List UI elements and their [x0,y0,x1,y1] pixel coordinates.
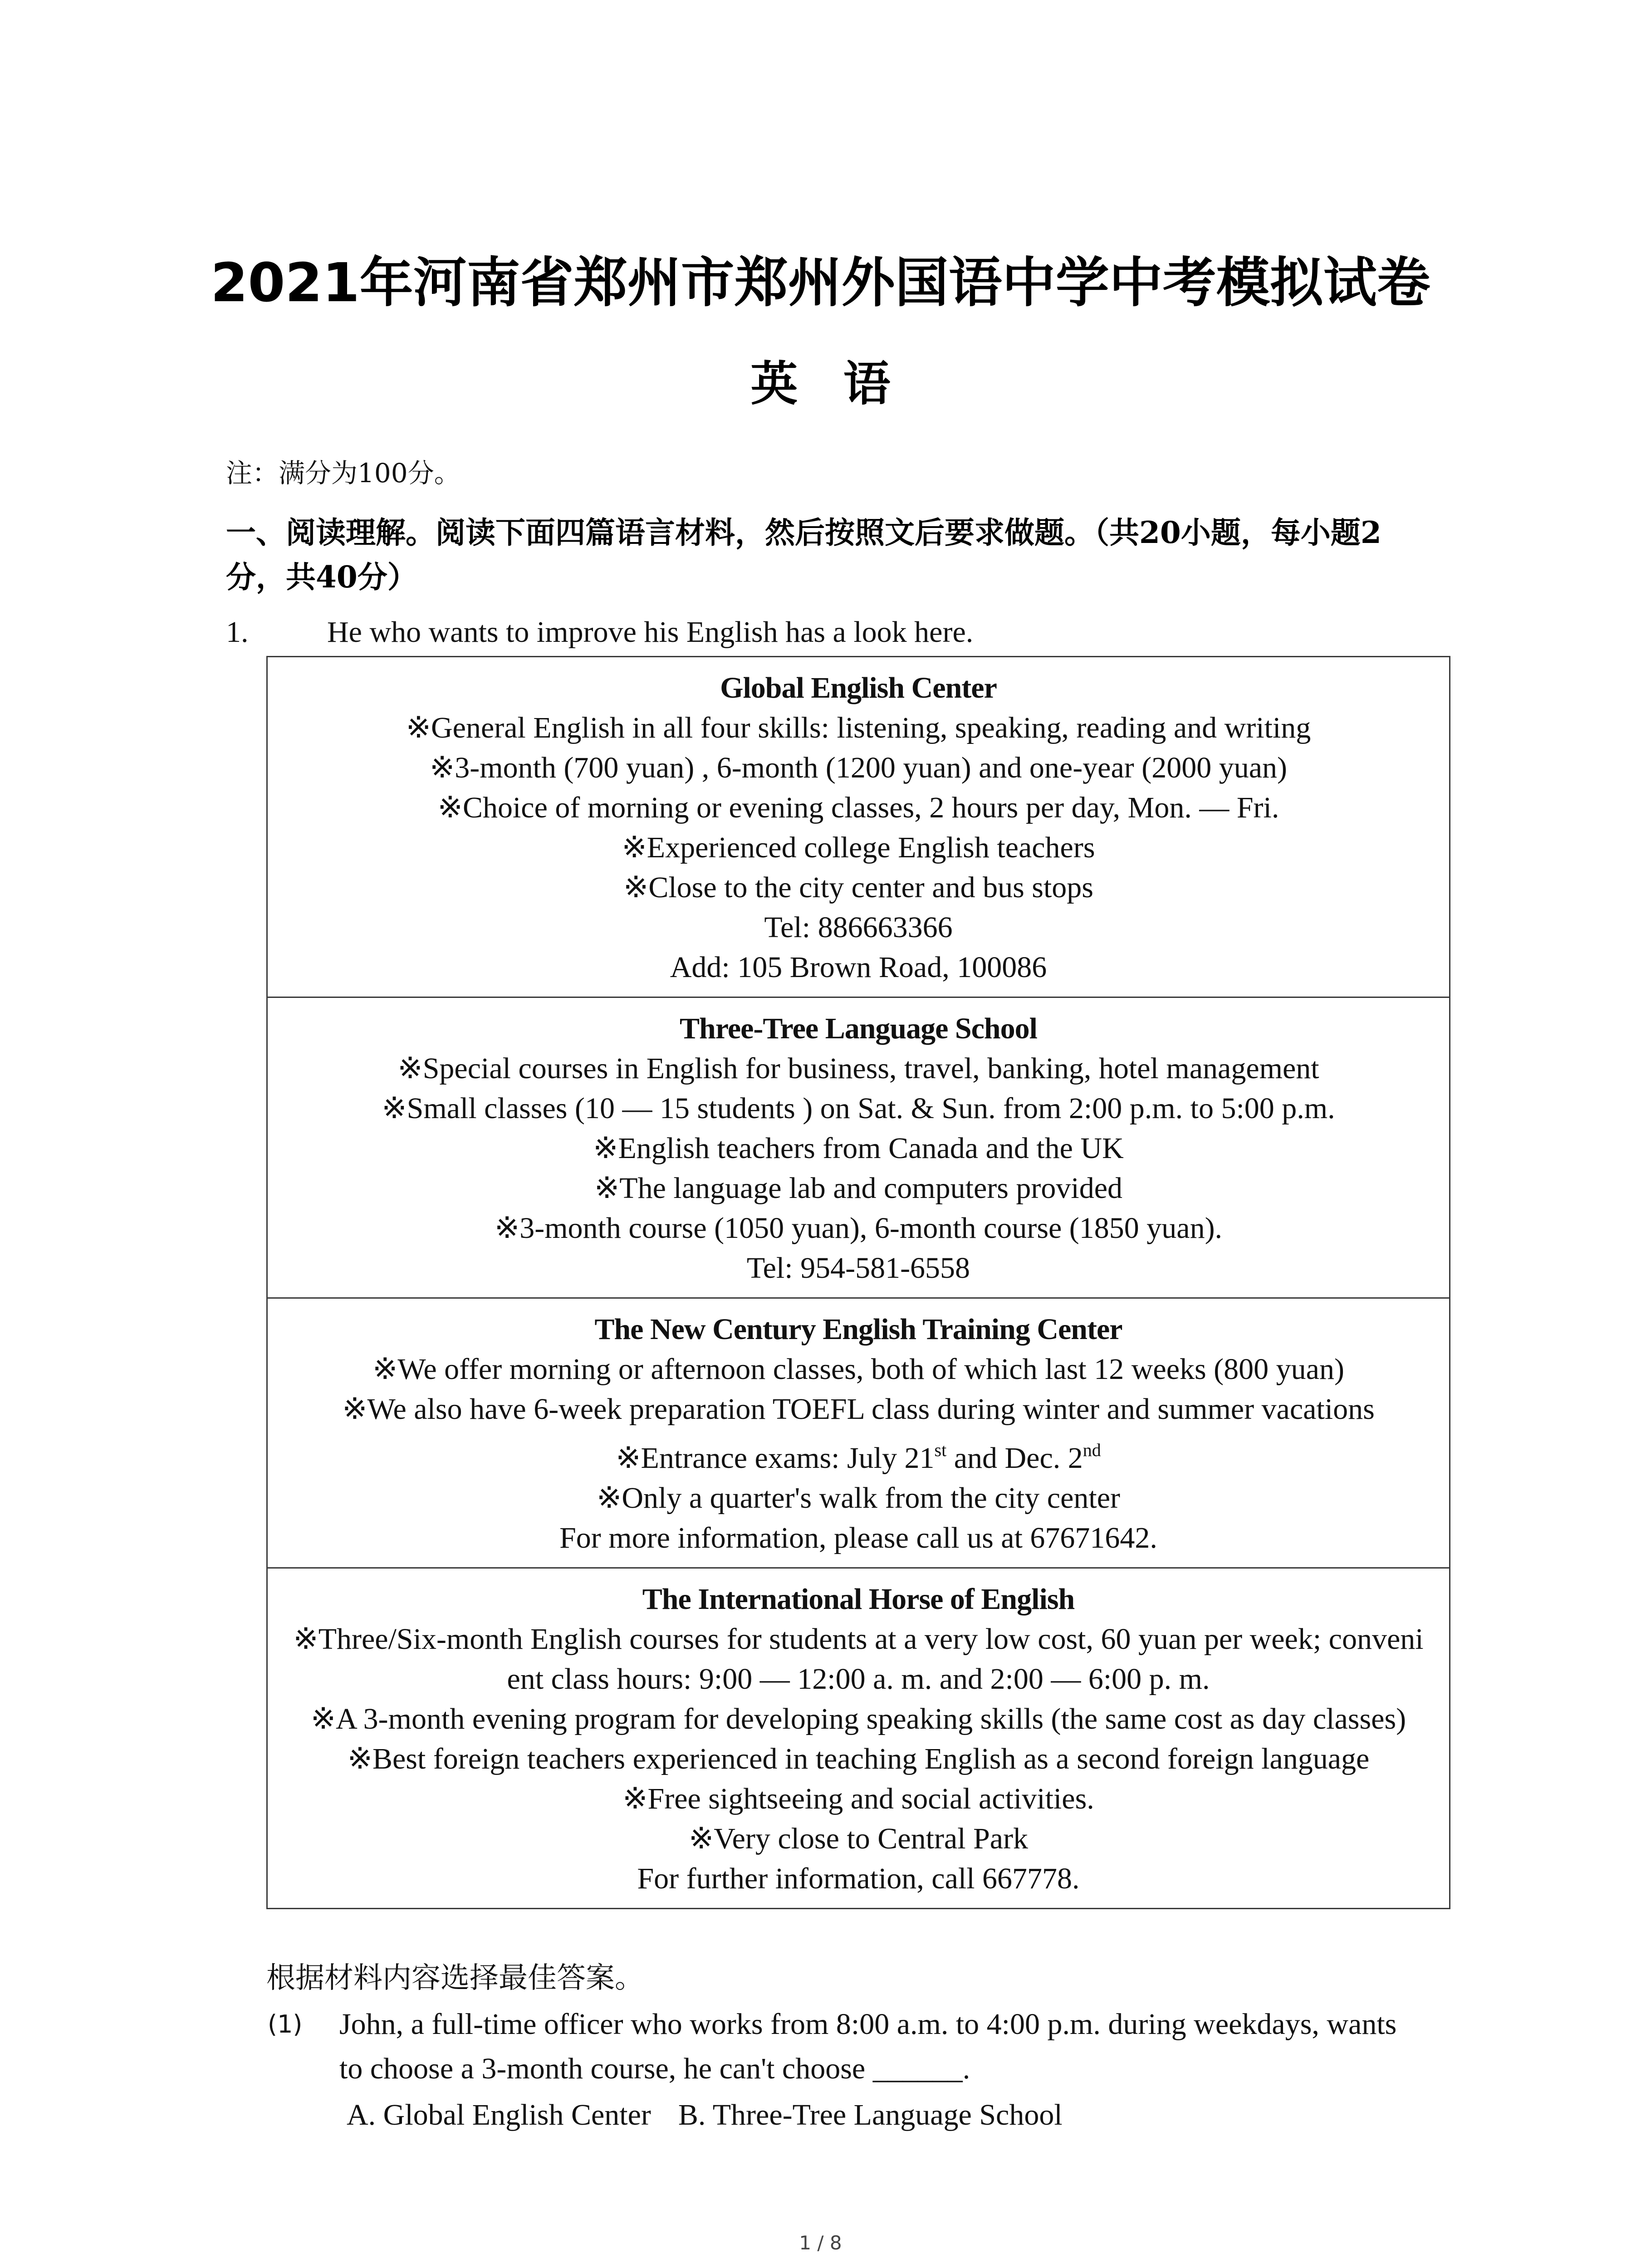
ad-line: ※General English in all four skills: listening, speaking, reading and writing [406,711,1311,744]
ad-title: Three-Tree Language School [680,1012,1037,1045]
ad-global-english-center [268,657,1449,997]
entrance-text: and Dec. 2 [946,1442,1083,1475]
ad-address: Add: 105 Brown Road, 100086 [670,951,1047,984]
ad-new-century-training-center [268,1297,1449,1567]
question-intro-text: He who wants to improve his English has a look here. [327,616,974,649]
answer-instruction: 根据材料内容选择最佳答案。 [266,1961,644,1995]
sub-question-body [339,2002,1396,2137]
ad-line: ※Free sightseeing and social activities. [622,1782,1094,1815]
answer-options [339,2093,1396,2137]
ad-line: ※Small classes (10 — 15 students ) on Sat. & Sun. from 2:00 p.m. to 5:00 p.m. [382,1092,1335,1125]
ad-line: ※A 3-month evening program for developing speaking skills (the same cost as day classes) [310,1702,1406,1735]
ad-line: ent class hours: 9:00 — 12:00 a. m. and 2:00 — 6:00 p. m. [507,1662,1210,1696]
ad-line: ※The language lab and computers provided [594,1172,1123,1205]
ad-line: ※We also have 6-week preparation TOEFL class during winter and summer vacations [342,1393,1375,1426]
sub-question-1 [268,2002,1396,2137]
ad-title: The International Horse of English [642,1583,1075,1616]
ad-line: ※Very close to Central Park [688,1822,1029,1855]
ad-phone: For further information, call 667778. [637,1862,1080,1895]
score-note: 注：满分为100分。 [226,458,460,489]
exam-subject: 英 语 [750,356,905,411]
ad-line: ※Choice of morning or evening classes, 2 hours per day, Mon. — Fri. [437,791,1279,824]
sub-question-number: (1) [268,2010,303,2038]
ad-phone: Tel: 886663366 [764,911,953,944]
ad-line: ※Only a quarter's walk from the city center [597,1481,1120,1515]
ordinal-suffix: nd [1083,1440,1101,1460]
option-b: B. Three-Tree Language School [678,2098,1063,2131]
ordinal-suffix: st [934,1440,947,1460]
ad-phone: Tel: 954-581-6558 [746,1251,970,1285]
ad-line: ※3-month course (1050 yuan), 6-month course (1850 yuan). [494,1212,1223,1245]
ad-phone: For more information, please call us at 67671642. [559,1521,1157,1554]
section-heading-line: 一、阅读理解。阅读下面四篇语言材料，然后按照文后要求做题。（共20小题，每小题2 [226,515,1381,550]
section-heading [226,510,1381,599]
ad-line: ※We offer morning or afternoon classes, both of which last 12 weeks (800 yuan) [372,1353,1344,1386]
ad-three-tree-language-school [268,997,1449,1297]
page-number: 1 / 8 [799,2232,842,2254]
ad-title: Global English Center [720,671,997,704]
ad-line: ※3-month (700 yuan) , 6-month (1200 yuan) and one-year (2000 yuan) [430,751,1287,784]
ad-line: ※Experienced college English teachers [622,831,1095,864]
section-heading-line: 分，共40分） [226,559,417,595]
question-number: 1. [226,616,249,649]
ad-line: ※Three/Six-month English courses for students at a very low cost, 60 yuan per week; conveni [293,1623,1424,1656]
exam-title: 2021年河南省郑州市郑州外国语中学中考模拟试卷 [211,251,1430,314]
ads-table [266,656,1450,1909]
ad-international-horse-of-english [268,1567,1449,1908]
sub-question-text: John, a full-time officer who works from 8:00 a.m. to 4:00 p.m. during weekdays, wants [339,2008,1397,2041]
ad-title: The New Century English Training Center [594,1313,1122,1346]
question-1-intro [226,612,973,652]
ad-line-entrance-exams [268,1429,1449,1478]
ad-line: ※Best foreign teachers experienced in teaching English as a second foreign language [347,1742,1370,1775]
option-a: A. Global English Center [347,2098,651,2131]
sub-question-text: to choose a 3-month course, he can't choose ______. [339,2052,970,2085]
entrance-text: ※Entrance exams: July 21 [616,1442,935,1475]
ad-line: ※Special courses in English for business, travel, banking, hotel management [397,1052,1319,1085]
ad-line: ※English teachers from Canada and the UK [593,1132,1124,1165]
ad-line: ※Close to the city center and bus stops [623,871,1093,904]
